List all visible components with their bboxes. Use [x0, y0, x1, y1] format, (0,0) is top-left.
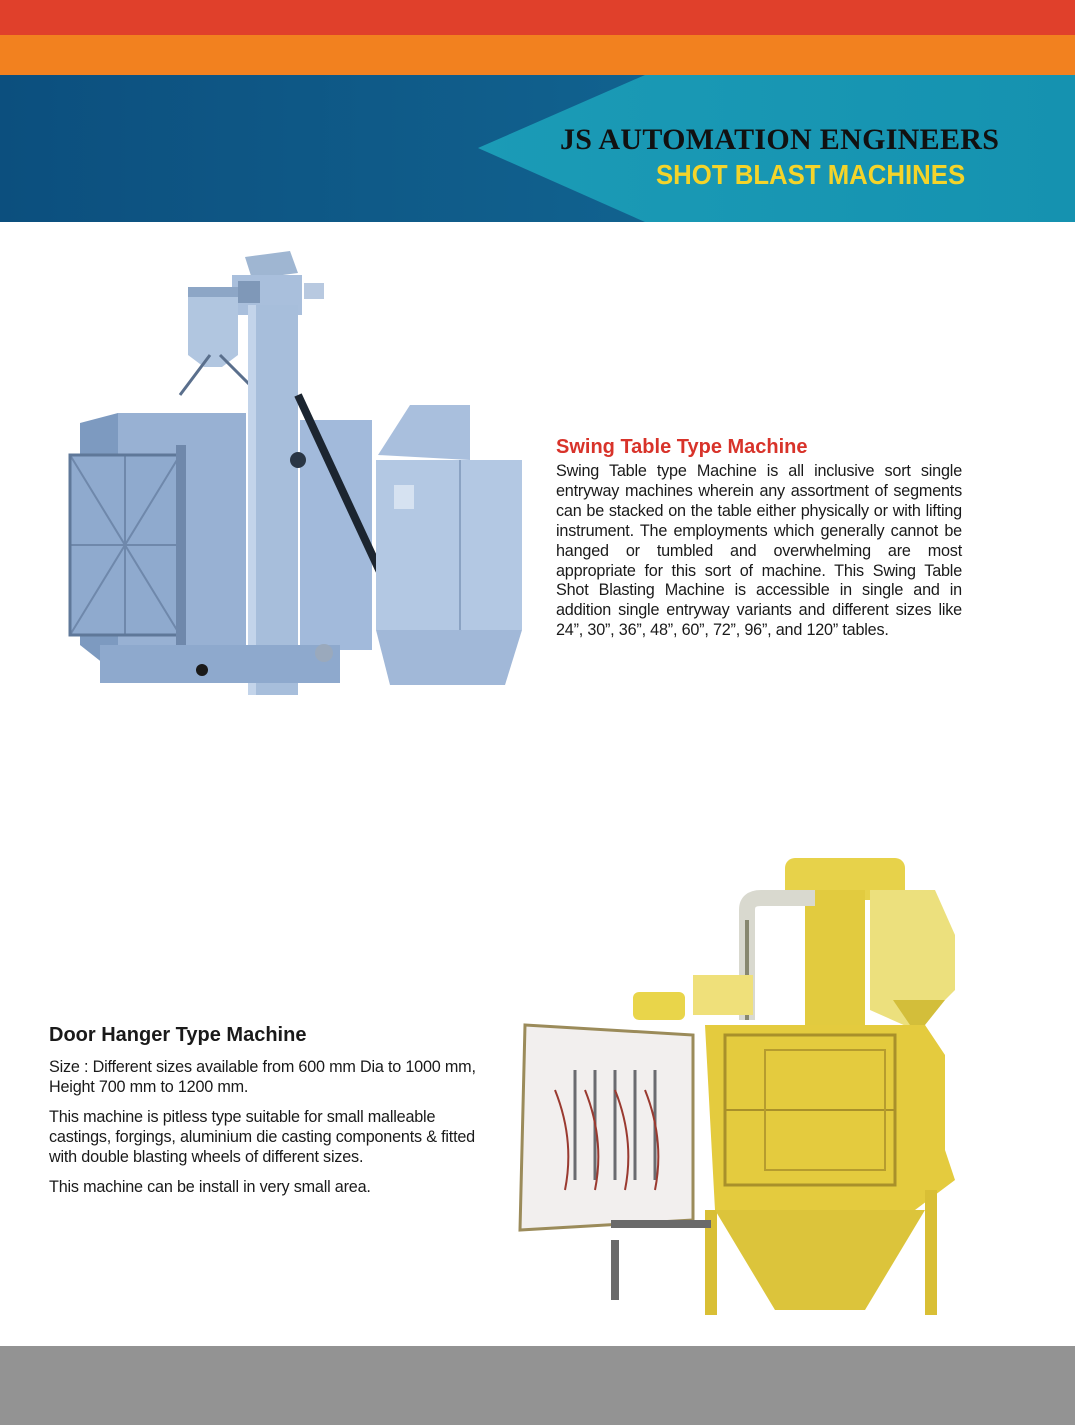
title-banner — [0, 75, 1075, 222]
door-hanger-size-text: Size : Different sizes available from 600 mm Dia to 1000 mm, Height 700 mm to 1200 mm. — [49, 1058, 476, 1096]
tagline: SHOT BLAST MACHINES — [656, 159, 966, 190]
door-hanger-machine-illustration — [515, 850, 980, 1325]
door-hanger-machine-image — [515, 850, 980, 1325]
door-hanger-note-text: This machine can be install in very small area. — [49, 1177, 371, 1196]
top-red-band — [0, 0, 1075, 35]
door-hanger-description — [49, 1058, 489, 1207]
swing-table-title: Swing Table Type Machine — [556, 436, 808, 458]
swing-table-description: Swing Table type Machine is all inclusive sort single entryway machines wherein any assortment of segments can be stacked on the table either physically or with lifting instrument. The employments which generally cannot be hanged or tumbled and overwhelming are most appropriate for this sort of machine. This Swing Table Shot Blasting Machine is accessible in single and in addition single entryway variants and different sizes like 24”, 30”, 36”, 48”, 60”, 72”, 96”, and 120” tables. — [556, 462, 962, 640]
company-name: JS AUTOMATION ENGINEERS — [560, 123, 1000, 156]
swing-table-machine-illustration — [60, 245, 530, 705]
swing-table-machine-image — [60, 245, 530, 705]
door-hanger-desc-text: This machine is pitless type suitable for small malleable castings, forgings, aluminium die casting components & fitted with double blasting wheels of different sizes. — [49, 1107, 475, 1166]
footer-band — [0, 1346, 1075, 1425]
orange-band — [0, 35, 1075, 75]
door-hanger-title: Door Hanger Type Machine — [49, 1024, 307, 1046]
